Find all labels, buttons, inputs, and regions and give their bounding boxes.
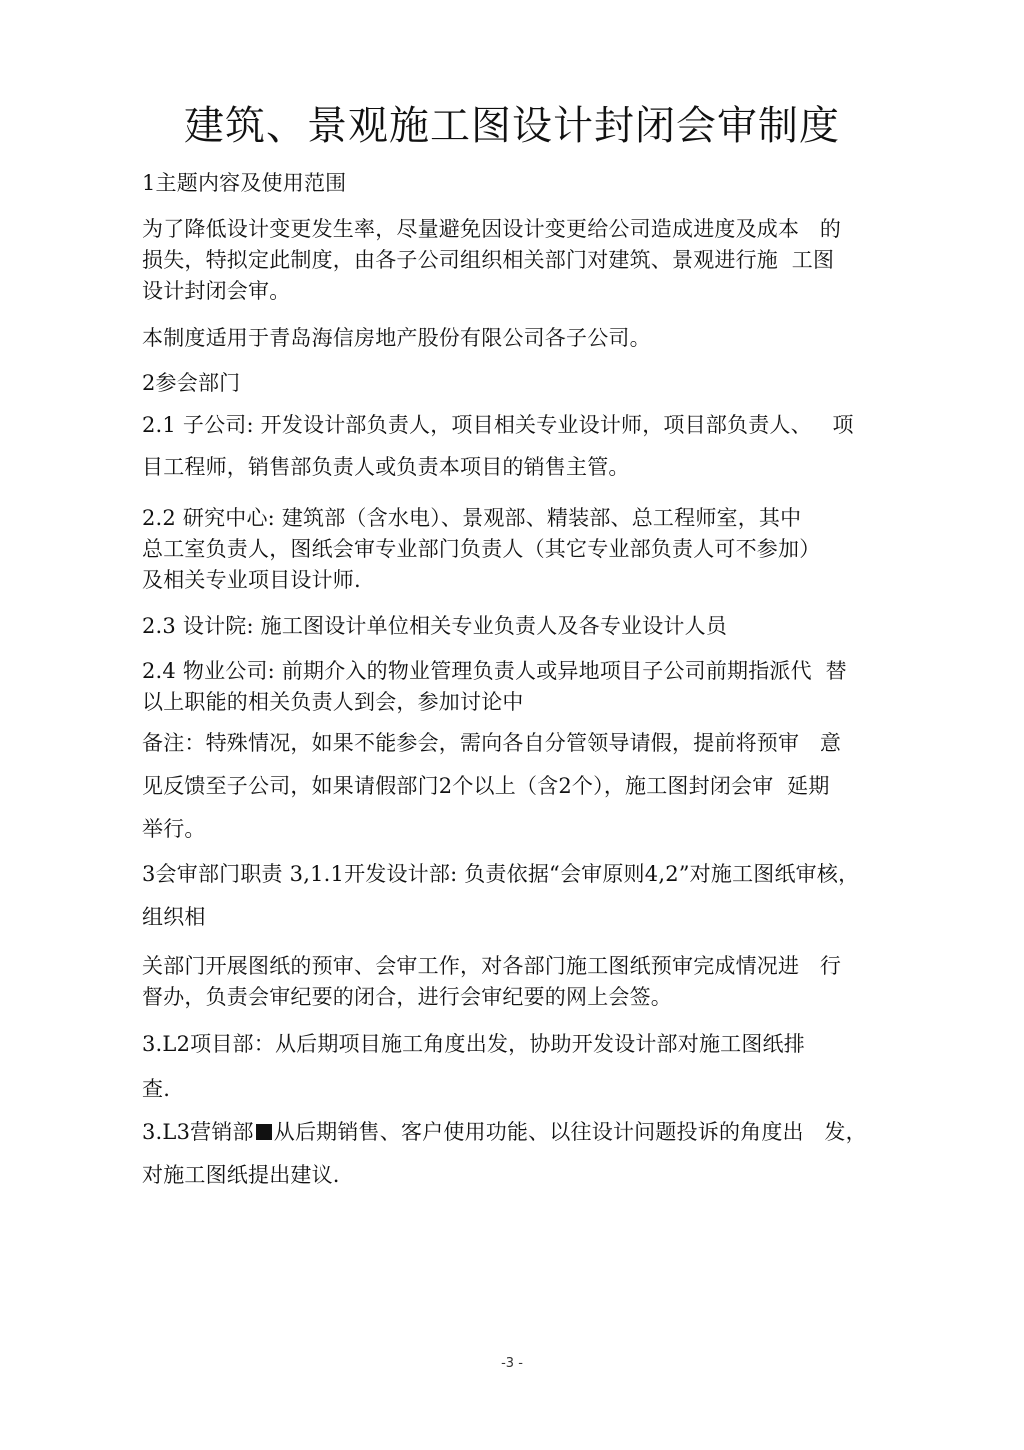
- paragraph-prefix: 3.L3营销部: [142, 1120, 254, 1144]
- page-number: -3 -: [501, 1356, 523, 1371]
- paragraph-line: 对施工图纸提出建议.: [142, 1163, 340, 1187]
- paragraph-line: 2.4 物业公司: 前期介入的物业管理负责人或异地项目子公司前期指派代 替: [142, 659, 847, 683]
- paragraph-line: 2.1 子公司: 开发设计部负责人，项目相关专业设计师，项目部负责人、 项: [142, 413, 854, 437]
- paragraph-line: 损失，特拟定此制度，由各子公司组织相关部门对建筑、景观进行施 工图: [142, 248, 835, 272]
- paragraph-line: [142, 1117, 867, 1147]
- paragraph-line: 以上职能的相关负责人到会，参加讨论中: [142, 690, 524, 714]
- page-title: 建筑、景观施工图设计封闭会审制度: [184, 103, 840, 149]
- paragraph-line: 总工室负责人，图纸会审专业部门负责人（其它专业部负责人可不参加）: [142, 537, 821, 561]
- paragraph-line: 设计封闭会审。: [142, 279, 291, 303]
- paragraph-line: 及相关专业项目设计师.: [142, 568, 361, 592]
- paragraph-text: 从后期销售、客户使用功能、以往设计问题投诉的角度出 发，: [273, 1120, 867, 1144]
- paragraph-line: 2.3 设计院: 施工图设计单位相关专业负责人及各专业设计人员: [142, 614, 728, 638]
- note-line: 备注：特殊情况，如果不能参会，需向各自分管领导请假，提前将预审 意: [142, 731, 842, 755]
- paragraph-line: 为了降低设计变更发生率，尽量避免因设计变更给公司造成进度及成本 的: [142, 217, 842, 241]
- paragraph-line: 目工程师，销售部负责人或负责本项目的销售主管。: [142, 455, 630, 479]
- paragraph-line: 督办，负责会审纪要的闭合，进行会审纪要的网上会签。: [142, 985, 672, 1009]
- section-2-heading: 2参会部门: [142, 371, 241, 395]
- black-square-icon: [256, 1124, 272, 1140]
- paragraph-line: 查.: [142, 1077, 171, 1101]
- paragraph-line: 2.2 研究中心: 建筑部（含水电）、景观部、精装部、总工程师室，其中: [142, 506, 802, 530]
- note-line: 举行。: [142, 817, 206, 841]
- section-1-heading: 1主题内容及使用范围: [142, 171, 347, 195]
- paragraph-line: 本制度适用于青岛海信房地产股份有限公司各子公司。: [142, 326, 651, 350]
- note-line: 见反馈至子公司，如果请假部门2个以上（含2个），施工图封闭会审 延期: [142, 774, 830, 798]
- section-3-heading: 3会审部门职责 3,1.1开发设计部: 负责依据“会审原则4,2”对施工图纸审核，: [142, 862, 860, 886]
- paragraph-line: 组织相: [142, 905, 206, 929]
- paragraph-line: 关部门开展图纸的预审、会审工作，对各部门施工图纸预审完成情况进 行: [142, 954, 842, 978]
- paragraph-line: 3.L2项目部：从后期项目施工角度出发，协助开发设计部对施工图纸排: [142, 1032, 805, 1056]
